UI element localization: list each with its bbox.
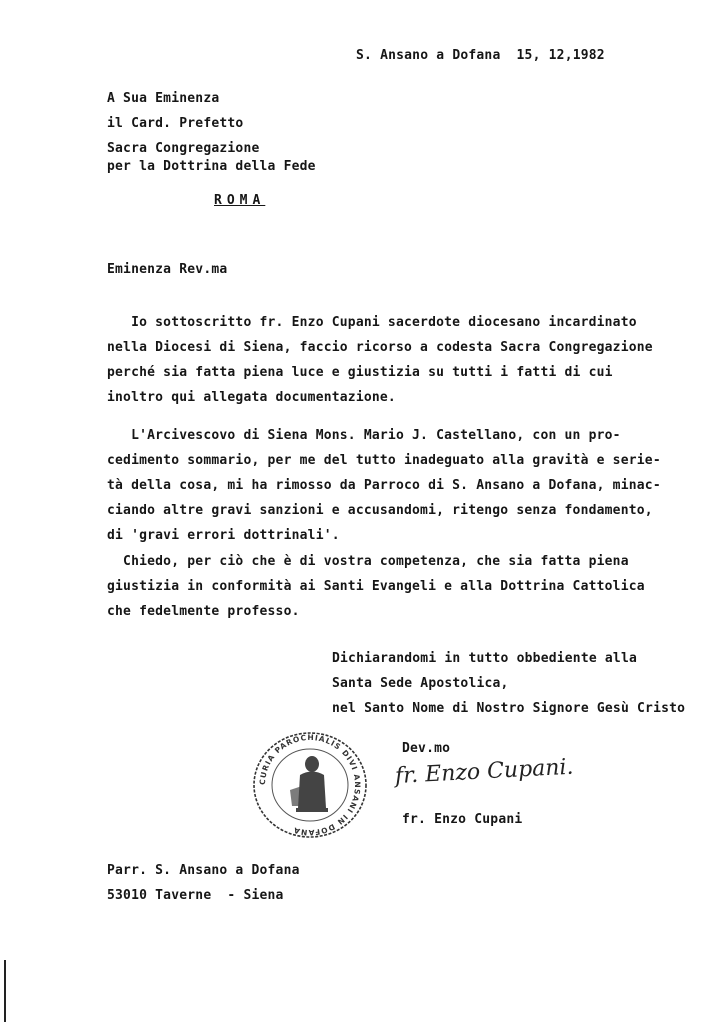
- body-p2-line-3: tà della cosa, mi ha rimosso da Parroco di S. Ansano a Dofana, minac-: [107, 478, 661, 493]
- sender-line-1: Parr. S. Ansano a Dofana: [107, 863, 300, 878]
- recipient-line-4: per la Dottrina della Fede: [107, 159, 316, 174]
- salutation: Eminenza Rev.ma: [107, 262, 228, 277]
- margin-mark: [4, 960, 6, 1022]
- closing-line-2: Santa Sede Apostolica,: [332, 676, 509, 691]
- devmo: Dev.mo: [402, 741, 451, 756]
- body-p2-line-4: ciando altre gravi sanzioni e accusandomi, ritengo senza fondamento,: [107, 503, 653, 518]
- typed-name: fr. Enzo Cupani: [402, 812, 523, 827]
- recipient-line-1: A Sua Eminenza: [107, 91, 220, 106]
- date-line: S. Ansano a Dofana 15, 12,1982: [356, 48, 605, 63]
- seal-icon: [250, 730, 370, 840]
- seal-text: CURIA PAROCHIALIS DIVI ANSANI IN DOFANA: [257, 732, 363, 838]
- recipient-city: ROMA: [214, 193, 266, 208]
- sender-line-2: 53010 Taverne - Siena: [107, 888, 284, 903]
- body-p1-line-2: nella Diocesi di Siena, faccio ricorso a codesta Sacra Congregazione: [107, 340, 653, 355]
- body-p1-line-4: inoltro qui allegata documentazione.: [107, 390, 396, 405]
- body-p3-line-1: Chiedo, per ciò che è di vostra competenza, che sia fatta piena: [107, 554, 629, 569]
- body-p2-line-1: L'Arcivescovo di Siena Mons. Mario J. Castellano, con un pro-: [107, 428, 621, 443]
- body-p2-line-2: cedimento sommario, per me del tutto inadeguato alla gravità e serie-: [107, 453, 661, 468]
- seal-stamp: [250, 730, 370, 840]
- body-p1-line-1: Io sottoscritto fr. Enzo Cupani sacerdote diocesano incardinato: [107, 315, 637, 330]
- body-p3-line-2: giustizia in conformità ai Santi Evangeli e alla Dottrina Cattolica: [107, 579, 645, 594]
- closing-line-3: nel Santo Nome di Nostro Signore Gesù Cristo: [332, 701, 686, 716]
- handwritten-signature: fr. Enzo Cupani.: [394, 754, 575, 789]
- recipient-line-3: Sacra Congregazione: [107, 141, 260, 156]
- body-p3-line-3: che fedelmente professo.: [107, 604, 300, 619]
- body-p1-line-3: perché sia fatta piena luce e giustizia su tutti i fatti di cui: [107, 365, 613, 380]
- closing-line-1: Dichiarandomi in tutto obbediente alla: [332, 651, 638, 666]
- body-p2-line-5: di 'gravi errori dottrinali'.: [107, 528, 340, 543]
- recipient-line-2: il Card. Prefetto: [107, 116, 244, 131]
